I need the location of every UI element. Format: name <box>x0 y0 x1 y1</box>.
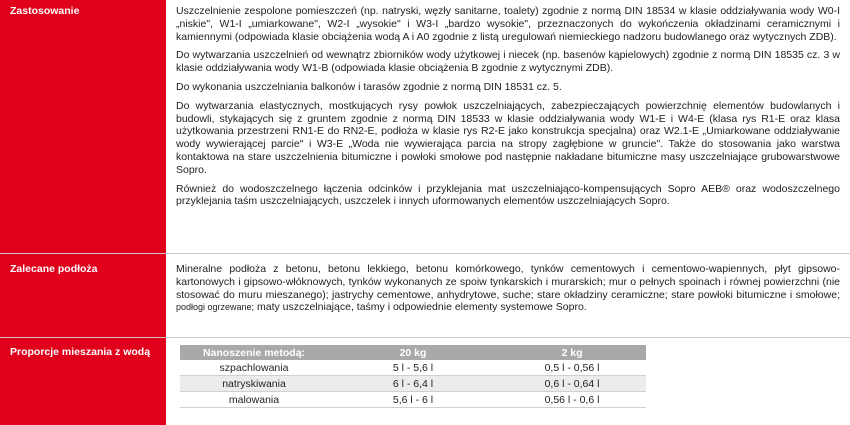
paragraph: Do wytwarzania uszczelnień od wewnątrz zbiorników wody użytkowej i niecek (np. basenów kąpielowych) zgodnie z normą DIN 18535 cz. 3 w klasie oddziaływania wody W1-B (odpowiada klasie obciążenia B zgodnie z wytycznymi ZDB). <box>176 49 840 75</box>
section-label-proporcje: Proporcje mieszania z wodą <box>10 346 151 358</box>
table-row <box>180 360 646 376</box>
table-cell: 0,5 l - 0,56 l <box>498 360 646 376</box>
table-row <box>180 376 646 392</box>
paragraph: Uszczelnienie zespolone pomieszczeń (np. natryski, węzły sanitarne, toalety) zgodnie z normą DIN 18534 w klasie oddziaływania wody W0-I „niskie", W1-I „umiarkowane", W2-I „wysokie" i W3-I „bardzo wysokie", przeznaczonych do wykończenia okładzinami ceramicznymi i kamiennymi (odpowiada klasie obciążenia wodą A i A0 zgodnie z listą uregulowań niemieckiego nadzoru budowlanego oraz wytycznych ZDB). <box>176 5 840 43</box>
table-cell: natryskiwania <box>180 376 328 392</box>
section-label-column <box>0 0 166 425</box>
podloza-content <box>176 263 840 314</box>
podloza-text: Mineralne podłoża z betonu, betonu lekkiego, betonu komórkowego, tynków cementowych i cementowo-wapiennych, płyt gipsowo-kartonowych i gipsowo-włóknowych, tynków wykonanych ze spoiw tynkarskich i murarskich; mur o pełnych spoinach i równej powierzchni (nie stosować do muru mieszanego); jastrychy cementowe, anhydrytowe, suche; stare okładziny ceramiczne; stare powłoki bitumiczne i smołowe; <box>176 263 840 301</box>
table-cell: szpachlowania <box>180 360 328 376</box>
podloza-text-small: podłogi ogrzewane; <box>176 302 255 313</box>
table-cell: malowania <box>180 392 328 408</box>
section-label-zastosowanie: Zastosowanie <box>10 5 80 17</box>
section-label-podloza: Zalecane podłoża <box>10 263 98 275</box>
table-header-row <box>180 345 646 360</box>
table-cell: 0,56 l - 0,6 l <box>498 392 646 408</box>
table-cell: 6 l - 6,4 l <box>328 376 498 392</box>
podloza-text-end: maty uszczelniające, taśmy i odpowiednie elementy systemowe Sopro. <box>256 301 587 314</box>
paragraph <box>176 263 840 314</box>
section-divider <box>0 337 850 338</box>
table-header: 20 kg <box>328 345 498 360</box>
table-header: Nanoszenie metodą: <box>180 345 328 360</box>
paragraph: Do wykonania uszczelniania balkonów i tarasów zgodnie z normą DIN 18531 cz. 5. <box>176 80 562 93</box>
table-cell: 0,6 l - 0,64 l <box>498 376 646 392</box>
table-cell: 5,6 l - 6 l <box>328 392 498 408</box>
paragraph: Również do wodoszczelnego łączenia odcinków i przyklejania mat uszczelniająco-kompensujących Sopro AEB® oraz wodoszczelnego przyklejania taśm uszczelniających, uszczelek i innych uformowanych elementów uszczelniających Sopro. <box>176 182 840 208</box>
section-divider <box>0 253 850 254</box>
table-row <box>180 392 646 408</box>
table-header: 2 kg <box>498 345 646 360</box>
paragraph: Do wytwarzania elastycznych, mostkujących rysy powłok uszczelniających, zabezpieczających powierzchnię elementów budowlanych i budowli, stykających się z gruntem zgodnie z normą DIN 18533 w klasie oddziaływania wody W1-E i W4-E (klasa rys R1-E oraz klasa użytkowania przestrzeni RN1-E do RN2-E, podłoża w klasie rys R2-E jako konstrukcja specjalna) oraz W2.1-E „Umiarkowane oddziaływanie wody wywierającej parcie" i W3-E „Woda nie wywierająca parcia na stropy zagłębione w gruncie". Także do stosowania jako warstwa kontaktowa na stare uszczelnienia bitumiczne i powłoki smołowe pod następnie nakładane bitumiczne masy uszczelniające grubowarstwowe Sopro. <box>176 99 840 176</box>
table-cell: 5 l - 5,6 l <box>328 360 498 376</box>
zastosowanie-content <box>176 5 840 208</box>
mixing-table <box>180 345 646 408</box>
